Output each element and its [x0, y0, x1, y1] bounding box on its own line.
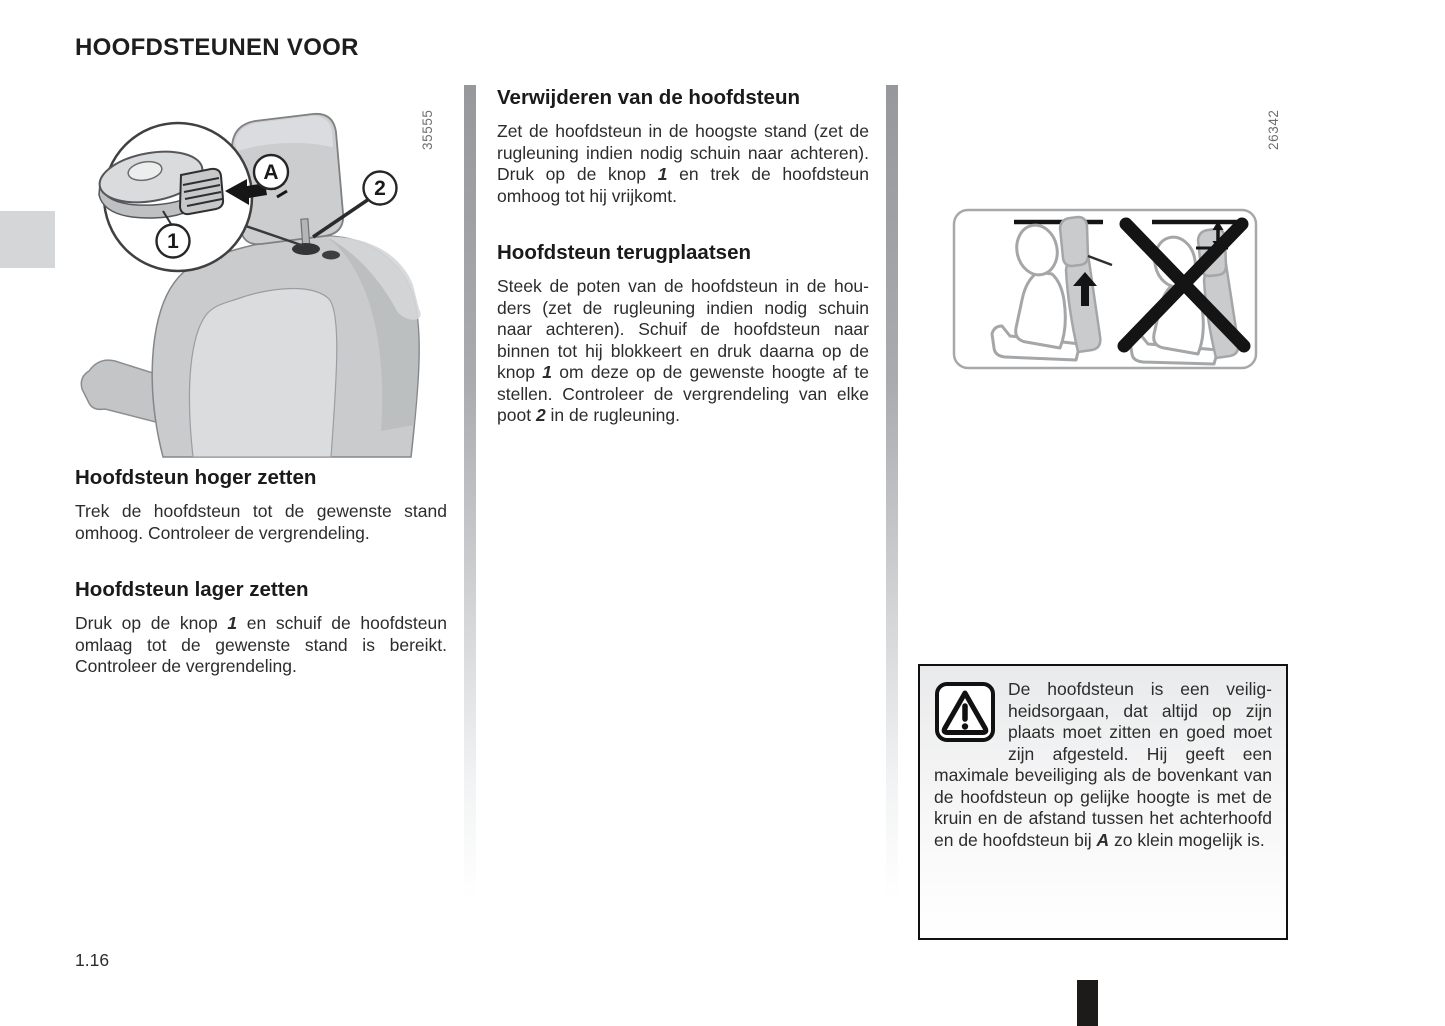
- page-number: 1.16: [75, 950, 110, 970]
- section-raise-headrest: [75, 466, 447, 544]
- paragraph-text: Zet de hoofdsteun in de hoogste stand (zet de rugleuning indien nodig schuin naar achteren). Druk op de knop: [497, 121, 869, 184]
- callout-1: [157, 225, 190, 258]
- warning-text: zo klein mogelijk is.: [1109, 829, 1265, 850]
- warning-triangle-icon: [934, 681, 996, 743]
- page-title: HOOFDSTEUNEN VOOR: [75, 34, 359, 61]
- section-paragraph: [497, 121, 869, 207]
- section-lower-headrest: [75, 578, 447, 678]
- seat-inner-panel: [189, 289, 336, 458]
- figure-number-right: 26342: [1266, 109, 1281, 150]
- section-remove-headrest: [497, 86, 869, 207]
- paragraph-text: en schuif de hoofdsteun omlaag tot de gewenste stand is bereikt. Controleer de vergrendeling.: [75, 613, 447, 676]
- safety-warning-box: [918, 664, 1288, 940]
- section-replace-headrest: [497, 241, 869, 427]
- section-heading: Hoofdsteun hoger zetten: [75, 466, 317, 489]
- callout-2-label: 2: [374, 177, 386, 200]
- warning-text: De hoofdsteun is een veiligheidsorgaan, dat altijd op zijn plaats moet zitten en goed moet zijn afgesteld. Hij geeft een maximale beveiliging als de bovenkant van de hoofdsteun op gelijke hoogte is met de kruin en de afstand tussen het achterhoofd en de hoofdsteun bij: [934, 679, 1272, 850]
- chapter-edge-tab: [0, 211, 55, 268]
- item-reference-a: A: [1096, 829, 1110, 850]
- callout-a-label: A: [263, 161, 279, 184]
- paragraph-text: Steek de poten van de hoofdsteun in de houders (zet de rugleuning indien nodig schuin naar achteren). Schuif de hoofdsteun naar binnen tot hij blokkeert en druk daarna op de knop: [497, 276, 869, 382]
- callout-2: [364, 172, 397, 205]
- paragraph-text: om deze op de gewenste hoogte af te stellen. Controleer de vergrendeling van elke poot: [497, 362, 870, 425]
- headrest-guide-collar: [292, 243, 320, 255]
- picto-headrest: [1060, 217, 1088, 266]
- item-reference-1: 1: [542, 362, 552, 382]
- section-index-tab: [1077, 980, 1098, 1026]
- seat-headrest-illustration: [75, 85, 465, 465]
- headrest-guide-collar-2: [322, 251, 340, 260]
- callout-a: [254, 155, 288, 189]
- section-heading: Verwijderen van de hoofdsteun: [497, 86, 801, 109]
- item-reference-1: 1: [227, 613, 238, 633]
- callout-1-label: 1: [167, 230, 179, 253]
- item-reference-2: 2: [535, 405, 546, 425]
- section-paragraph: Trek de hoofdsteun tot de gewenste stand omhoog. Controleer de vergrendeling.: [75, 501, 447, 543]
- section-paragraph: [497, 276, 869, 427]
- paragraph-text: Druk op de knop: [75, 613, 228, 633]
- section-paragraph: [75, 613, 447, 678]
- column-divider-left: [464, 85, 476, 933]
- headrest-adjustment-pictogram: [952, 208, 1258, 371]
- paragraph-text: en trek de hoofdsteun omhoog tot hij vrijkomt.: [497, 164, 870, 206]
- item-reference-1: 1: [657, 164, 668, 184]
- figure-number-left: 35555: [420, 109, 435, 150]
- column-divider-right: [886, 85, 898, 933]
- section-heading: Hoofdsteun terugplaatsen: [497, 241, 751, 264]
- paragraph-text: in de rugleuning.: [545, 405, 680, 425]
- section-heading: Hoofdsteun lager zetten: [75, 578, 309, 601]
